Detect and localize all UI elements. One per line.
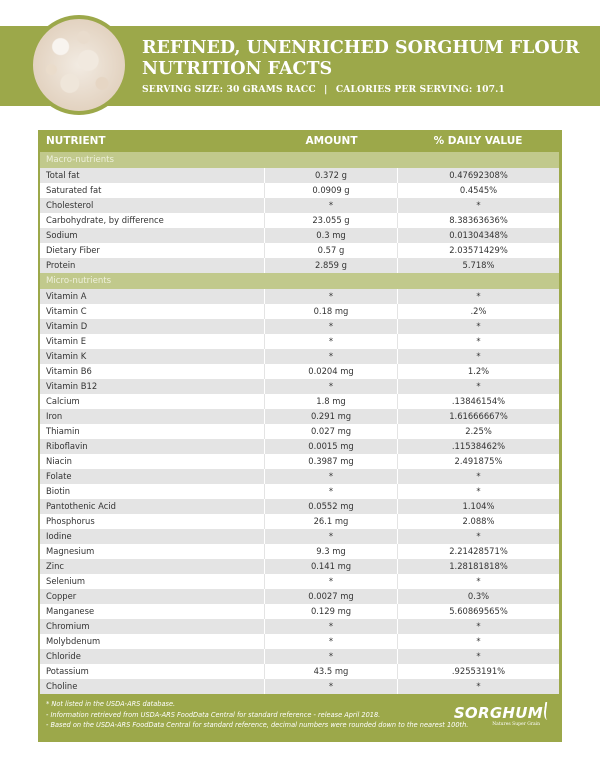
- nutrient-daily-value: 1.61666667%: [398, 409, 559, 424]
- separator: |: [324, 84, 328, 95]
- nutrient-amount: 9.3 mg: [265, 544, 398, 559]
- nutrient-name: Total fat: [40, 168, 265, 183]
- nutrient-daily-value: 0.4545%: [398, 183, 559, 198]
- nutrient-amount: 0.027 mg: [265, 424, 398, 439]
- table-row: [40, 499, 559, 514]
- table-row: [40, 168, 559, 183]
- table-row: [40, 664, 559, 679]
- nutrient-amount: 43.5 mg: [265, 664, 398, 679]
- nutrient-name: Copper: [40, 589, 265, 604]
- column-header-nutrient: NUTRIENT: [46, 135, 106, 147]
- nutrient-daily-value: 2.03571429%: [398, 243, 559, 258]
- nutrient-amount: *: [265, 334, 398, 349]
- table-row: [40, 454, 559, 469]
- nutrient-daily-value: *: [398, 349, 559, 364]
- nutrient-amount: *: [265, 349, 398, 364]
- table-row: [40, 289, 559, 304]
- table-row: [40, 394, 559, 409]
- nutrient-name: Vitamin D: [40, 319, 265, 334]
- nutrient-daily-value: *: [398, 198, 559, 213]
- column-header-daily-value: % DAILY VALUE: [433, 135, 523, 147]
- footnote: - Information retrieved from USDA-ARS FoodData Central for standard reference - release April 2018.: [46, 710, 381, 719]
- table-row: [40, 529, 559, 544]
- logo-wordmark: SORGHUM: [453, 704, 543, 722]
- nutrient-daily-value: 0.47692308%: [398, 168, 559, 183]
- sorghum-logo: [454, 702, 552, 730]
- nutrient-amount: *: [265, 198, 398, 213]
- nutrient-daily-value: *: [398, 619, 559, 634]
- nutrient-amount: 23.055 g: [265, 213, 398, 228]
- footnote: - Based on the USDA-ARS FoodData Central for standard reference, decimal numbers were rounded down to the nearest 100th.: [46, 721, 469, 729]
- table-header: [38, 130, 562, 152]
- nutrition-table: [40, 152, 559, 694]
- nutrient-name: Calcium: [40, 394, 265, 409]
- nutrient-daily-value: *: [398, 289, 559, 304]
- nutrient-daily-value: 2.21428571%: [398, 544, 559, 559]
- table-row: [40, 319, 559, 334]
- table-row: [40, 379, 559, 394]
- nutrient-amount: *: [265, 469, 398, 484]
- nutrient-amount: *: [265, 529, 398, 544]
- table-row: [40, 574, 559, 589]
- table-row: [40, 589, 559, 604]
- nutrient-amount: 0.0909 g: [265, 183, 398, 198]
- table-row: [40, 228, 559, 243]
- table-row: [40, 544, 559, 559]
- calories-per-serving: CALORIES PER SERVING: 107.1: [335, 84, 505, 95]
- nutrient-amount: 0.141 mg: [265, 559, 398, 574]
- nutrient-amount: 0.129 mg: [265, 604, 398, 619]
- nutrient-daily-value: *: [398, 379, 559, 394]
- section-header: Macro-nutrients: [40, 152, 559, 168]
- nutrient-daily-value: 5.718%: [398, 258, 559, 273]
- nutrient-amount: *: [265, 649, 398, 664]
- sorghum-flour-photo: [29, 15, 129, 115]
- nutrient-name: Chromium: [40, 619, 265, 634]
- nutrient-amount: *: [265, 619, 398, 634]
- table-row: [40, 258, 559, 273]
- serving-info: [142, 84, 579, 95]
- table-row: [40, 484, 559, 499]
- section-rows: [40, 168, 559, 273]
- nutrient-name: Potassium: [40, 664, 265, 679]
- nutrient-daily-value: 1.2%: [398, 364, 559, 379]
- nutrient-amount: 0.3987 mg: [265, 454, 398, 469]
- nutrient-amount: 0.0552 mg: [265, 499, 398, 514]
- table-row: [40, 304, 559, 319]
- table-row: [40, 514, 559, 529]
- table-row: [40, 604, 559, 619]
- nutrient-amount: 0.3 mg: [265, 228, 398, 243]
- nutrient-name: Manganese: [40, 604, 265, 619]
- nutrient-amount: 0.372 g: [265, 168, 398, 183]
- nutrient-name: Cholesterol: [40, 198, 265, 213]
- nutrient-name: Phosphorus: [40, 514, 265, 529]
- nutrient-name: Biotin: [40, 484, 265, 499]
- nutrient-amount: *: [265, 574, 398, 589]
- nutrient-daily-value: 8.38363636%: [398, 213, 559, 228]
- nutrient-name: Zinc: [40, 559, 265, 574]
- grain-leaf-icon: [543, 702, 554, 720]
- table-row: [40, 559, 559, 574]
- nutrient-name: Iodine: [40, 529, 265, 544]
- logo-tagline: Natures Super Grain: [492, 721, 540, 727]
- nutrient-amount: *: [265, 634, 398, 649]
- nutrient-name: Folate: [40, 469, 265, 484]
- nutrient-name: Sodium: [40, 228, 265, 243]
- table-row: [40, 619, 559, 634]
- page-title-line2: NUTRITION FACTS: [142, 59, 333, 79]
- nutrient-daily-value: 2.25%: [398, 424, 559, 439]
- nutrient-name: Vitamin B6: [40, 364, 265, 379]
- nutrient-daily-value: *: [398, 334, 559, 349]
- nutrient-daily-value: 5.60869565%: [398, 604, 559, 619]
- nutrient-amount: *: [265, 379, 398, 394]
- nutrient-name: Vitamin K: [40, 349, 265, 364]
- nutrient-amount: 0.18 mg: [265, 304, 398, 319]
- nutrient-amount: *: [265, 484, 398, 499]
- nutrient-amount: 0.0015 mg: [265, 439, 398, 454]
- table-row: [40, 213, 559, 228]
- nutrient-daily-value: .92553191%: [398, 664, 559, 679]
- table-row: [40, 439, 559, 454]
- section-rows: [40, 289, 559, 694]
- nutrient-amount: 2.859 g: [265, 258, 398, 273]
- nutrient-name: Selenium: [40, 574, 265, 589]
- nutrient-daily-value: 0.3%: [398, 589, 559, 604]
- nutrient-amount: 0.291 mg: [265, 409, 398, 424]
- page-title-line1: REFINED, UNENRICHED SORGHUM FLOUR: [142, 38, 580, 58]
- footnote: * Not listed in the USDA-ARS database.: [46, 700, 176, 708]
- section-header: Micro-nutrients: [40, 273, 559, 289]
- nutrient-daily-value: *: [398, 484, 559, 499]
- column-header-amount: AMOUNT: [305, 135, 358, 147]
- serving-size: SERVING SIZE: 30 GRAMS RACC: [142, 84, 316, 95]
- nutrient-amount: 0.57 g: [265, 243, 398, 258]
- nutrient-name: Vitamin A: [40, 289, 265, 304]
- nutrient-daily-value: *: [398, 469, 559, 484]
- table-row: [40, 409, 559, 424]
- title-block: [142, 38, 579, 95]
- nutrient-name: Vitamin C: [40, 304, 265, 319]
- nutrient-amount: *: [265, 679, 398, 694]
- nutrient-name: Saturated fat: [40, 183, 265, 198]
- nutrient-name: Protein: [40, 258, 265, 273]
- table-row: [40, 634, 559, 649]
- nutrient-amount: 26.1 mg: [265, 514, 398, 529]
- table-row: [40, 364, 559, 379]
- nutrient-name: Vitamin E: [40, 334, 265, 349]
- footer-notes: [38, 694, 562, 731]
- nutrient-daily-value: *: [398, 679, 559, 694]
- nutrient-daily-value: 2.088%: [398, 514, 559, 529]
- nutrient-daily-value: 1.28181818%: [398, 559, 559, 574]
- table-row: [40, 679, 559, 694]
- nutrition-table-frame: [38, 130, 562, 742]
- nutrient-amount: *: [265, 289, 398, 304]
- nutrient-daily-value: 0.01304348%: [398, 228, 559, 243]
- nutrient-name: Magnesium: [40, 544, 265, 559]
- nutrient-amount: 1.8 mg: [265, 394, 398, 409]
- nutrient-name: Chloride: [40, 649, 265, 664]
- nutrient-daily-value: .11538462%: [398, 439, 559, 454]
- nutrient-amount: *: [265, 319, 398, 334]
- table-row: [40, 198, 559, 213]
- table-row: [40, 243, 559, 258]
- nutrient-name: Pantothenic Acid: [40, 499, 265, 514]
- nutrient-daily-value: *: [398, 529, 559, 544]
- nutrient-name: Dietary Fiber: [40, 243, 265, 258]
- nutrient-daily-value: .2%: [398, 304, 559, 319]
- nutrient-name: Molybdenum: [40, 634, 265, 649]
- nutrient-daily-value: *: [398, 649, 559, 664]
- table-row: [40, 649, 559, 664]
- nutrient-daily-value: *: [398, 634, 559, 649]
- nutrient-daily-value: .13846154%: [398, 394, 559, 409]
- nutrient-daily-value: *: [398, 574, 559, 589]
- nutrient-daily-value: 1.104%: [398, 499, 559, 514]
- nutrient-name: Thiamin: [40, 424, 265, 439]
- nutrient-amount: 0.0027 mg: [265, 589, 398, 604]
- nutrient-daily-value: *: [398, 319, 559, 334]
- table-row: [40, 183, 559, 198]
- nutrient-daily-value: 2.491875%: [398, 454, 559, 469]
- table-row: [40, 334, 559, 349]
- nutrient-name: Carbohydrate, by difference: [40, 213, 265, 228]
- nutrient-name: Vitamin B12: [40, 379, 265, 394]
- nutrient-name: Niacin: [40, 454, 265, 469]
- table-row: [40, 349, 559, 364]
- nutrient-name: Iron: [40, 409, 265, 424]
- nutrient-amount: 0.0204 mg: [265, 364, 398, 379]
- nutrient-name: Riboflavin: [40, 439, 265, 454]
- table-row: [40, 424, 559, 439]
- table-row: [40, 469, 559, 484]
- nutrient-name: Choline: [40, 679, 265, 694]
